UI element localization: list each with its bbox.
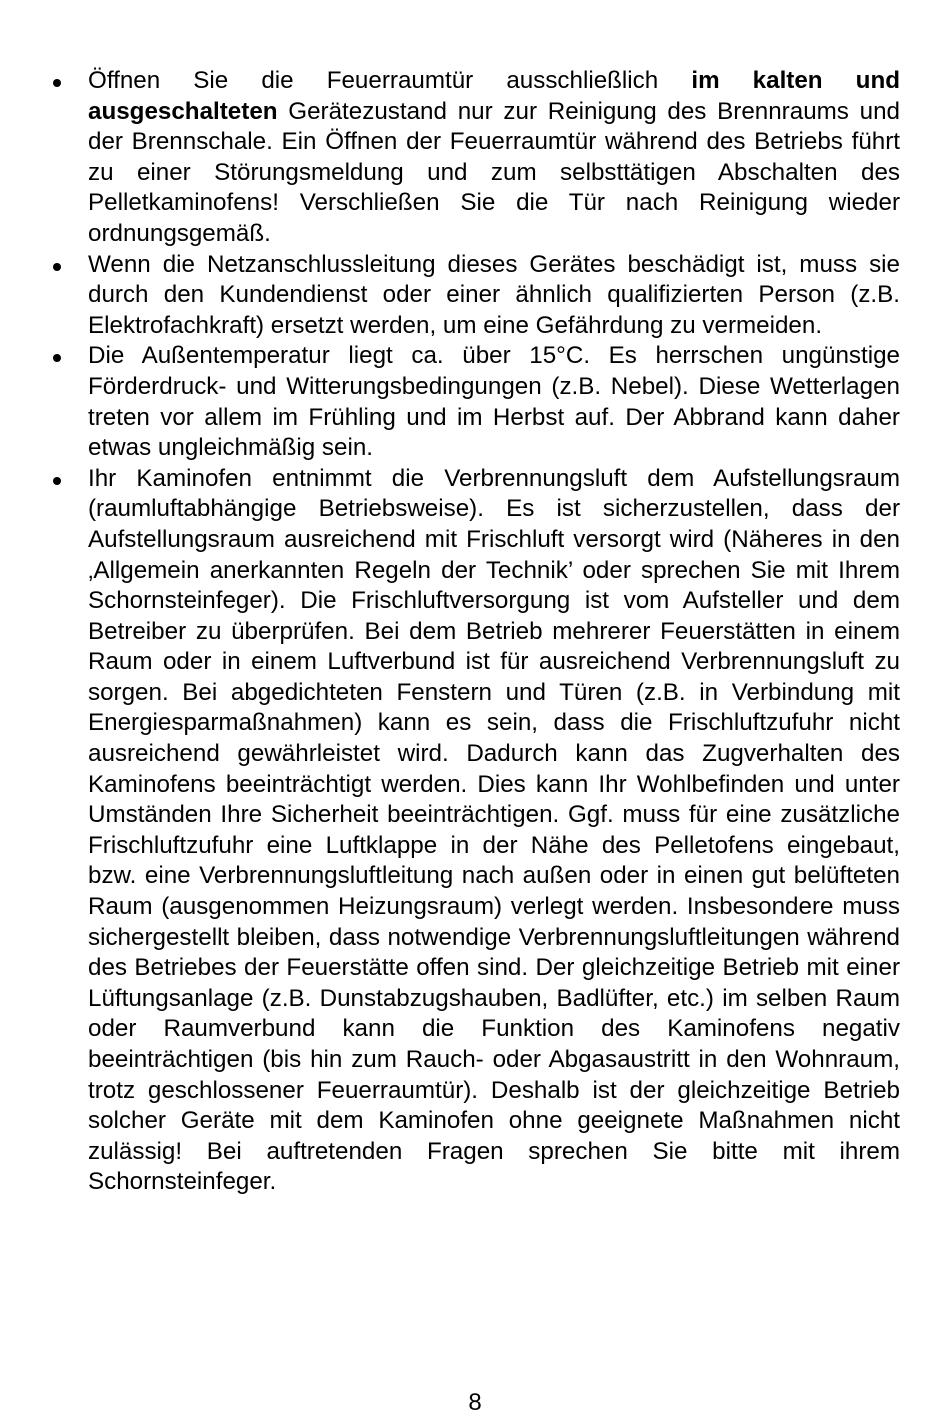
bullet-icon — [53, 477, 61, 485]
bullet-text: Wenn die Netzanschlussleitung dieses Gerätes beschädigt ist, muss sie durch den Kundendienst oder einer ähnlich qualifizierten Person (z.B. Elektrofachkraft) ersetzt werden, um eine Gefährdung zu vermeiden. — [88, 250, 900, 339]
bullet-item-door — [48, 66, 900, 250]
bullet-item-combustion-air — [48, 464, 900, 1198]
bullet-text: Ihr Kaminofen entnimmt die Verbrennungsluft dem Aufstellungsraum (raumluftabhängige Betriebsweise). Es ist sicherzustellen, dass der Aufstellungsraum ausreichend mit Frischluft versorgt wird (Näheres in den ‚Allgemein anerkannten Regeln der Technik’ oder sprechen Sie mit Ihrem Schornsteinfeger). Die Frischluftversorgung ist vom Aufsteller und dem Betreiber zu überprüfen. Bei dem Betrieb mehrerer Feuerstätten in einem Raum oder in einem Luftverbund ist für ausreichend Verbrennungsluft zu sorgen. Bei abgedichteten Fenstern und Türen (z.B. in Verbindung mit Energiesparmaßnahmen) kann es sein, dass die Frischluftzufuhr nicht ausreichend gewährleistet wird. Dadurch kann das Zugverhalten des Kaminofens beeinträchtigt werden. Dies kann Ihr Wohlbefinden und unter Umständen Ihre Sicherheit beeinträchtigen. Ggf. muss für eine zusätzliche Frischluftzufuhr eine Luftklappe in der Nähe des Pelletofens eingebaut, bzw. eine Verbrennungsluftleitung nach außen oder in einen gut belüfteten Raum (ausgenommen Heizungsraum) verlegt werden. Insbesondere muss sichergestellt bleiben, dass notwendige Verbrennungsluftleitungen während des Betriebes der Feuerstätte offen sind. Der gleichzeitige Betrieb mit einer Lüftungsanlage (z.B. Dunstabzugshauben, Badlüfter, etc.) im selben Raum oder Raumverbund kann die Funktion des Kaminofens negativ beeinträchtigen (bis hin zum Rauch- oder Abgasaustritt in den Wohnraum, trotz geschlossener Feuerraumtür). Deshalb ist der gleichzeitige Betrieb solcher Geräte mit dem Kaminofen ohne geeignete Maßnahmen nicht zulässig! Bei auftretenden Fragen sprechen Sie bitte mit ihrem Schornsteinfeger. — [88, 464, 900, 1196]
bullet-item-power-cable — [48, 250, 900, 342]
bullet-item-outside-temperature — [48, 341, 900, 463]
bullet-list — [48, 66, 900, 1198]
bullet-icon — [53, 79, 61, 87]
bullet-text: Die Außentemperatur liegt ca. über 15°C. Es herrschen ungünstige Förderdruck- und Witterungsbedingungen (z.B. Nebel). Diese Wetterlagen treten vor allem im Frühling und im Herbst auf. Der Abbrand kann daher etwas ungleichmäßig sein. — [88, 342, 900, 462]
bullet-text — [88, 66, 900, 250]
bullet-icon — [53, 354, 61, 362]
text-after-bold: Gerätezustand nur zur Reinigung des Brennraums und der Brennschale. Ein Öffnen der Feuerraumtür während des Betriebs führt zu einer Störungsmeldung und zum selbsttätigen Abschalten des Pelletkaminofens! Verschließen Sie die Tür nach Reinigung wieder ordnungsgemäß. — [88, 97, 900, 247]
text-before-bold: Öffnen Sie die Feuerraumtür ausschließlich — [88, 67, 692, 94]
page-number: 8 — [468, 1389, 482, 1416]
bold-emphasis: im kalten und ausgeschalteten — [88, 67, 900, 125]
bullet-icon — [53, 263, 61, 271]
